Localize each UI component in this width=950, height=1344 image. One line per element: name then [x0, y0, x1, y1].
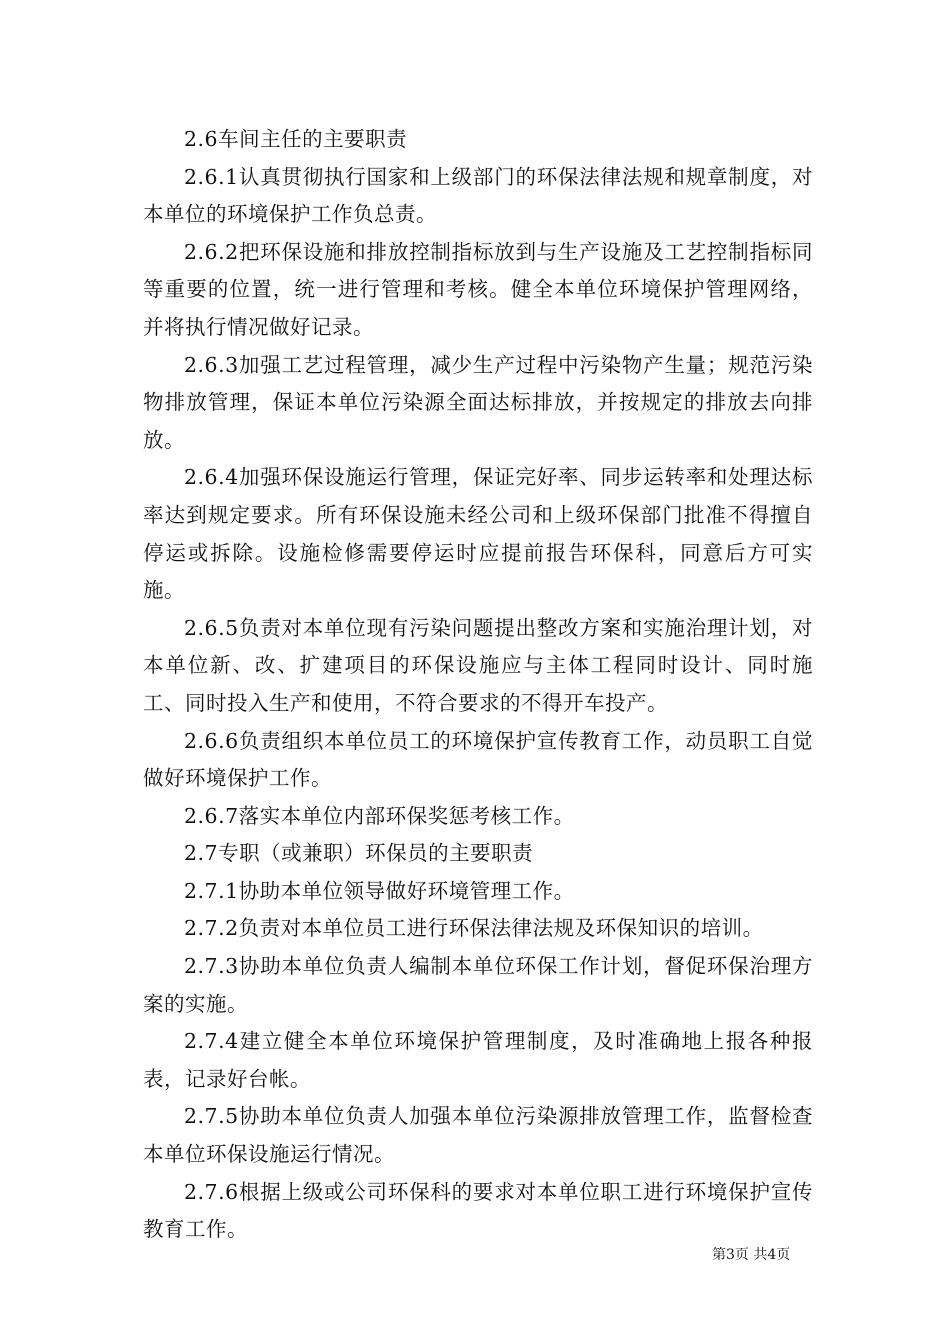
paragraph-2-7-1: 2.7.1协助本单位领导做好环境管理工作。 — [184, 878, 575, 903]
document-body — [143, 121, 813, 1249]
paragraph-2-6-4: 2.6.4加强环保设施运行管理，保证完好率、同步运转率和处理达标率达到规定要求。所有环保设施未经公司和上级环保部门批准不得擅自停运或拆除。设施检修需要停运时应提前报告环保科，同意后方可实施。 — [143, 465, 813, 603]
paragraph-2-7-3: 2.7.3协助本单位负责人编制本单位环保工作计划，督促环保治理方案的实施。 — [143, 954, 813, 1016]
section-heading-2-7: 2.7专职（或兼职）环保员的主要职责 — [184, 841, 534, 866]
page-number: 第3页 共4页 — [712, 1247, 791, 1263]
paragraph-2-7-4: 2.7.4建立健全本单位环境保护管理制度，及时准确地上报各种报表，记录好台帐。 — [143, 1029, 813, 1091]
paragraph-2-6-5: 2.6.5负责对本单位现有污染问题提出整改方案和实施治理计划，对本单位新、改、扩建项目的环保设施应与主体工程同时设计、同时施工、同时投入生产和使用，不符合要求的不得开车投产。 — [143, 615, 813, 715]
paragraph-2-7-2: 2.7.2负责对本单位员工进行环保法律法规及环保知识的培训。 — [184, 916, 764, 941]
section-heading-2-6: 2.6车间主任的主要职责 — [184, 127, 408, 151]
paragraph-2-6-1: 2.6.1认真贯彻执行国家和上级部门的环保法律法规和规章制度，对本单位的环境保护工作负总责。 — [143, 164, 813, 227]
paragraph-2-6-7: 2.6.7落实本单位内部环保奖惩考核工作。 — [184, 803, 575, 828]
paragraph-2-6-6: 2.6.6负责组织本单位员工的环境保护宣传教育工作，动员职工自觉做好环境保护工作。 — [143, 728, 813, 791]
paragraph-2-7-5: 2.7.5协助本单位负责人加强本单位污染源排放管理工作，监督检查本单位环保设施运行情况。 — [143, 1104, 813, 1167]
paragraph-2-7-6: 2.7.6根据上级或公司环保科的要求对本单位职工进行环境保护宣传教育工作。 — [143, 1179, 813, 1242]
paragraph-2-6-3: 2.6.3加强工艺过程管理，减少生产过程中污染物产生量；规范污染物排放管理，保证本单位污染源全面达标排放，并按规定的排放去向排放。 — [143, 352, 813, 452]
paragraph-2-6-2: 2.6.2把环保设施和排放控制指标放到与生产设施及工艺控制指标同等重要的位置，统一进行管理和考核。健全本单位环境保护管理网络，并将执行情况做好记录。 — [143, 239, 813, 339]
